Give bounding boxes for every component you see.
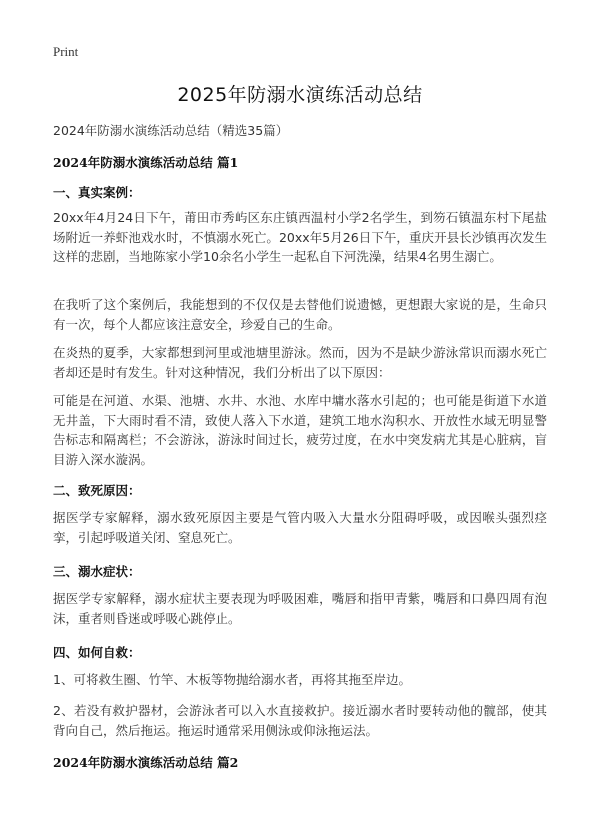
paragraph-reflection: 在我听了这个案例后，我能想到的不仅仅是去替他们说遗憾，更想跟大家说的是，生命只有一次，每个人都应该注意安全，珍爱自己的生命。	[53, 297, 547, 332]
paragraph-case-description: 20xx年4月24日下午，莆田市秀屿区东庄镇西温村小学2名学生，到笏石镇温东村下尾盐场附近一养虾池戏水时，不慎溺水死亡。20xx年5月26日下午，重庆开县长沙镇再次发生这样的悲剧，当地陈家小学10余名小学生一起私自下河洗澡，结果4名男生溺亡。	[53, 210, 547, 264]
subsection-heading-death-cause: 二、致死原因：	[53, 483, 141, 498]
paragraph-rescue-step-2: 2、若没有救护器材，会游泳者可以入水直接救护。接近溺水者时要转动他的髋部，使其背向自己，然后拖运。拖运时通常采用侧泳或仰泳拖运法。	[53, 703, 547, 738]
subsection-heading-case: 一、真实案例：	[53, 185, 141, 200]
section-heading-2: 2024年防溺水演练活动总结 篇2	[53, 755, 239, 770]
document-subtitle: 2024年防溺水演练活动总结（精选35篇）	[53, 123, 289, 138]
print-link[interactable]: Print	[53, 44, 79, 59]
section-heading-1: 2024年防溺水演练活动总结 篇1	[53, 155, 239, 170]
paragraph-symptoms: 据医学专家解释，溺水症状主要表现为呼吸困难，嘴唇和指甲青紫，嘴唇和口鼻四周有泡沫，重者则昏迷或呼吸心跳停止。	[53, 591, 547, 626]
paragraph-causes: 可能是在河道、水渠、池塘、水井、水池、水库中墉水落水引起的；也可能是街道下水道无井盖，下大雨时看不清，致使人落入下水道，建筑工地水沟积水、开放性水域无明显警告标志和隔离栏；不会游泳，游泳时间过长，疲劳过度，在水中突发病尤其是心脏病，盲目游入深水漩涡。	[53, 393, 547, 467]
paragraph-summer: 在炎热的夏季，大家都想到河里或池塘里游泳。然而，因为不是缺少游泳常识而溺水死亡者却还是时有发生。针对这种情况，我们分析出了以下原因：	[53, 345, 547, 380]
paragraph-death-cause: 据医学专家解释，溺水致死原因主要是气管内吸入大量水分阻碍呼吸，或因喉头强烈痉挛，引起呼吸道关闭、窒息死亡。	[53, 510, 547, 545]
subsection-heading-self-rescue: 四、如何自救：	[53, 645, 141, 660]
subsection-heading-symptoms: 三、溺水症状：	[53, 564, 141, 579]
page-title: 2025年防溺水演练活动总结	[177, 84, 423, 106]
paragraph-rescue-step-1: 1、可将救生圈、竹竿、木板等物抛给溺水者，再将其拖至岸边。	[53, 672, 411, 687]
